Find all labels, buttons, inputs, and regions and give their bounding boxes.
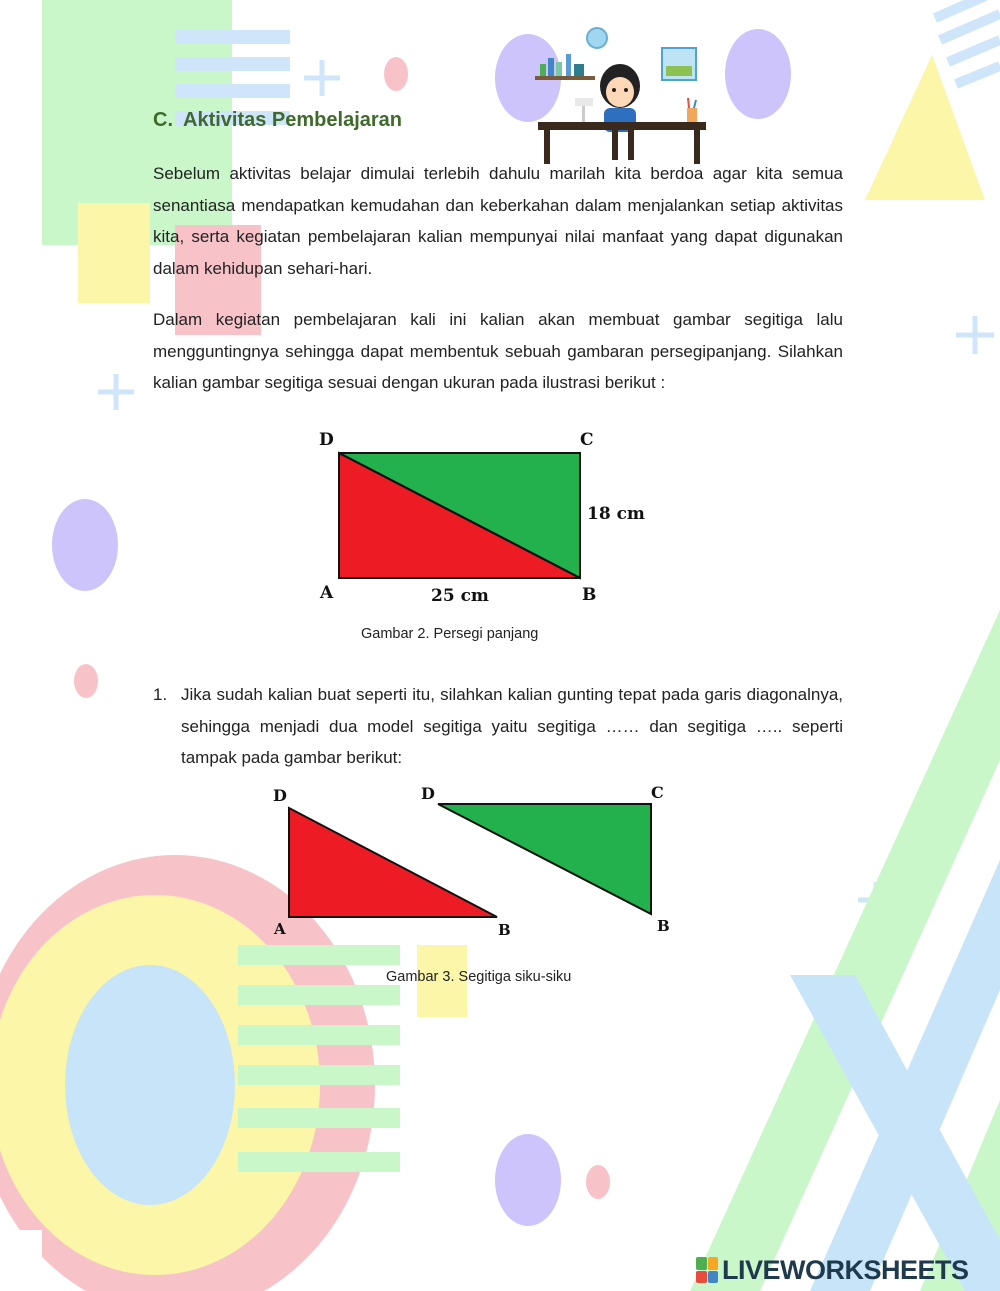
instruction-paragraph: Dalam kegiatan pembelajaran kali ini kalian akan membuat gambar segitiga lalu mengguntingnya sehingga dapat membentuk sebuah gambaran persegipanjang. Silahkan kalian gambar segitiga sesuai dengan ukuran pada ilustrasi berikut :: [153, 310, 843, 392]
vertex-b-label: B: [582, 585, 597, 605]
section-letter: C.: [153, 109, 173, 131]
student-desk-illustration: [530, 24, 710, 164]
width-label: 25 cm: [431, 586, 489, 606]
red-vertex-b: B: [498, 921, 511, 939]
figure-rectangle: [300, 420, 660, 610]
height-label: 18 cm: [587, 504, 645, 524]
section-title: Aktivitas Pembelajaran: [183, 109, 402, 131]
intro-paragraph: Sebelum aktivitas belajar dimulai terlebih dahulu marilah kita berdoa agar kita semua senantiasa mendapatkan kemudahan dan keberkahan dalam menjalankan setiap aktivitas kita, serta kegiatan pembelajaran kalian mempunyai nilai manfaat yang dapat digunakan dalam kehidupan sehari-hari.: [153, 164, 843, 278]
section-heading: [153, 109, 402, 132]
figure2-caption: Gambar 2. Persegi panjang: [361, 626, 539, 642]
green-triangle: [438, 804, 651, 914]
vertex-a-label: A: [320, 583, 334, 603]
green-vertex-d: D: [421, 784, 435, 803]
vertex-d-label: D: [319, 430, 334, 450]
logo-icon: [696, 1257, 718, 1283]
question-text: Jika sudah kalian buat seperti itu, silahkan kalian gunting tepat pada garis diagonalnya, sehingga menjadi dua model segitiga yaitu segitiga …… dan segitiga ….. seperti tampak pada gambar berikut:: [181, 685, 843, 767]
red-vertex-d: D: [273, 786, 287, 805]
red-vertex-a: A: [274, 920, 286, 938]
question-number: 1.: [153, 685, 168, 704]
logo-text: LIVEWORKSHEETS: [722, 1254, 969, 1285]
figure3-caption: Gambar 3. Segitiga siku-siku: [386, 969, 572, 985]
vertex-c-label: C: [580, 430, 594, 450]
green-vertex-b: B: [657, 917, 670, 935]
red-triangle: [289, 808, 497, 917]
green-vertex-c: C: [651, 783, 664, 802]
liveworksheets-logo[interactable]: [696, 1253, 969, 1287]
figure-triangles: [260, 780, 680, 940]
